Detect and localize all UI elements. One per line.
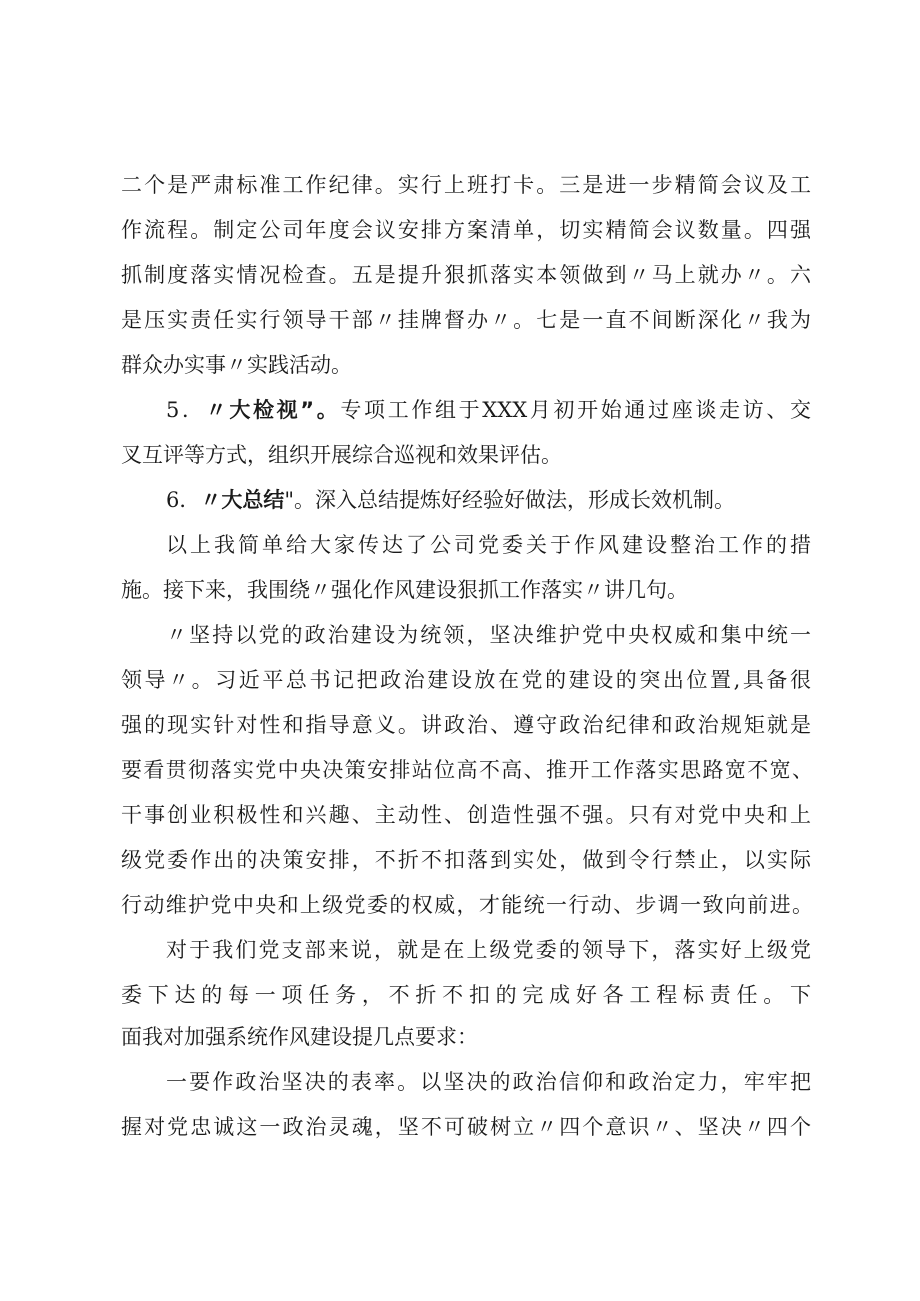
item-number: 6． [166,488,201,512]
paragraph-2-line-1 [166,395,811,425]
item-heading: 〃大总结 [200,488,285,512]
paragraph-1-line-5: 群众办实事〃实践活动。 [121,353,352,377]
paragraph-4-line-1: 以上我简单给大家传达了公司党委关于作风建设整治工作的措 [166,533,811,557]
paragraph-5-line-3: 强的现实针对性和指导意义。讲政治、遵守政治纪律和政治规矩就是 [121,713,811,737]
paragraph-1-line-2: 作流程。制定公司年度会议安排方案清单，切实精简会议数量。四强 [121,218,811,242]
paragraph-5-line-2: 领导〃。习近平总书记把政治建设放在党的建设的突出位置,具备很 [121,668,811,692]
paragraph-1-line-4: 是压实责任实行领导干部〃挂牌督办〃。七是一直不间断深化〃我为 [121,308,811,332]
paragraph-5-line-7: 行动维护党中央和上级党委的权威，才能统一行动、步调一致向前进。 [121,893,813,917]
paragraph-3-line-1 [166,485,811,515]
paragraph-4-line-2: 施。接下来，我围绕〃强化作风建设狠抓工作落实〃讲几句。 [121,578,688,602]
paragraph-6-line-2: 委下达的每一项任务，不折不扣的完成好各工程标责任。下 [121,983,811,1007]
paragraph-5-line-1: 〃坚持以党的政治建设为统领，坚决维护党中央权威和集中统一 [166,623,811,647]
item-number: 5． [166,398,206,422]
paragraph-6-line-1: 对于我们党支部来说，就是在上级党委的领导下，落实好上级党 [166,938,811,962]
paragraph-6-line-3: 面我对加强系统作风建设提几点要求： [121,1025,478,1049]
paragraph-7-line-2: 握对党忠诚这一政治灵魂，坚不可破树立〃四个意识〃、坚决〃四个 [121,1115,811,1139]
paragraph-5-line-5: 干事创业积极性和兴趣、主动性、创造性强不强。只有对党中央和上 [121,803,811,827]
paragraph-7-line-1: 一要作政治坚决的表率。以坚决的政治信仰和政治定力，牢牢把 [166,1070,811,1094]
item-heading: 〃大检视”。 [205,398,341,422]
paragraph-1-line-1: 二个是严肃标准工作纪律。实行上班打卡。三是进一步精简会议及工 [121,173,811,197]
item-text: "。深入总结提炼好经验好做法，形成长效机制。 [284,488,736,512]
paragraph-1-line-3: 抓制度落实情况检查。五是提升狠抓落实本领做到〃马上就办〃。六 [121,263,811,287]
item-text: 专项工作组于XXX月初开始通过座谈走访、交 [340,398,811,422]
paragraph-5-line-4: 要看贯彻落实党中央决策安排站位高不高、推开工作落实思路宽不宽、 [121,758,813,782]
paragraph-5-line-6: 级党委作出的决策安排，不折不扣落到实处，做到令行禁止，以实际 [121,848,811,872]
paragraph-2-line-2: 叉互评等方式，组织开展综合巡视和效果评估。 [121,443,562,467]
